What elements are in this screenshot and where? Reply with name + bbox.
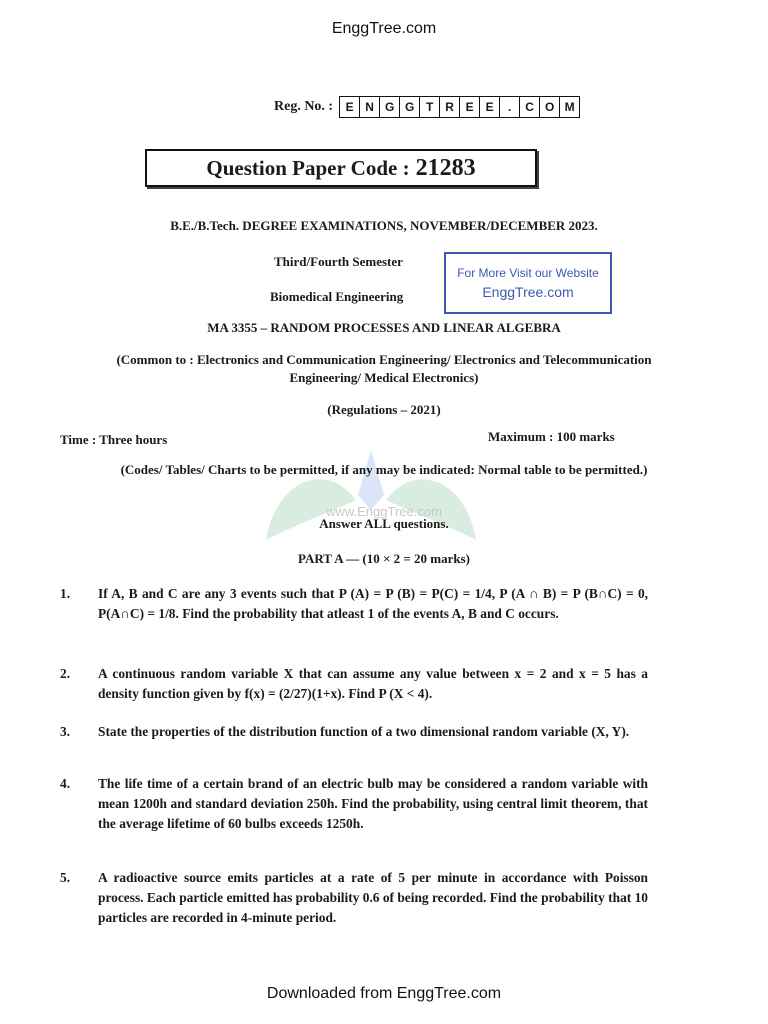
- reg-box: G: [380, 97, 400, 117]
- footer-download-note: Downloaded from EnggTree.com: [266, 985, 502, 1002]
- question-item: [60, 868, 648, 928]
- reg-label: Reg. No. :: [274, 99, 334, 114]
- question-item: [60, 664, 648, 704]
- codes-note: (Codes/ Tables/ Charts to be permitted, if any may be indicated: Normal table to be permitted.): [120, 462, 648, 477]
- reg-box: .: [500, 97, 520, 117]
- question-item: [60, 774, 648, 834]
- website-promo-box[interactable]: [444, 252, 612, 314]
- reg-box: E: [460, 97, 480, 117]
- common-to: (Common to : Electronics and Communication Engineering/ Electronics and Telecommunication Engineering/ Medical Electronics): [116, 352, 652, 385]
- reg-box: T: [420, 97, 440, 117]
- question-number: 5.: [60, 870, 71, 885]
- question-paper-code-box: [145, 149, 537, 187]
- watermark-url: www.EnggTree.com: [326, 504, 442, 519]
- question-number: 1.: [60, 586, 71, 601]
- paper-code-label: Question Paper Code :: [206, 155, 410, 180]
- question-number: 4.: [60, 776, 71, 791]
- reg-box: N: [360, 97, 380, 117]
- promo-line-2: EnggTree.com: [482, 284, 574, 300]
- course-title: MA 3355 – RANDOM PROCESSES AND LINEAR ALGEBRA: [207, 320, 561, 335]
- reg-box: E: [480, 97, 500, 117]
- maximum-marks: Maximum : 100 marks: [488, 429, 615, 444]
- degree-line: B.E./B.Tech. DEGREE EXAMINATIONS, NOVEMBER/DECEMBER 2023.: [170, 218, 598, 233]
- promo-line-1: For More Visit our Website: [457, 266, 599, 280]
- semester: Third/Fourth Semester: [274, 254, 403, 269]
- reg-box: R: [440, 97, 460, 117]
- question-number: 3.: [60, 724, 71, 739]
- reg-box: G: [400, 97, 420, 117]
- reg-box: M: [564, 100, 575, 114]
- question-item: [60, 584, 648, 624]
- answer-all: Answer ALL questions.: [319, 516, 449, 531]
- department: Biomedical Engineering: [270, 289, 404, 304]
- paper-code-value: 21283: [415, 154, 476, 181]
- regulations: (Regulations – 2021): [327, 402, 441, 417]
- reg-box: C: [520, 97, 540, 117]
- question-item: [60, 722, 648, 742]
- question-text: If A, B and C are any 3 events such that P (A) = P (B) = P(C) = 1/4, P (A ∩ B) = P (B∩C) = 0, P(A∩C) = 1/8. Find the probability that atleast 1 of the events A, B and C occurs.: [98, 586, 648, 621]
- question-text: A continuous random variable X that can assume any value between x = 2 and x = 5 has a density function given by f(x) = (2/27)(1+x). Find P (X < 4).: [98, 666, 648, 701]
- part-a-heading: PART A — (10 × 2 = 20 marks): [297, 551, 471, 566]
- question-text: The life time of a certain brand of an electric bulb may be considered a random variable with mean 1200h and standard deviation 250h. Find the probability, using central limit theorem, that the average lifetime of 60 bulbs exceeds 1250h.: [98, 776, 648, 831]
- header-site-name: EnggTree.com: [331, 20, 437, 37]
- reg-box: E: [340, 97, 360, 117]
- question-text: State the properties of the distribution function of a two dimensional random variable (X, Y).: [98, 724, 630, 739]
- registration-number: [274, 96, 580, 118]
- question-number: 2.: [60, 666, 71, 681]
- question-text: A radioactive source emits particles at a rate of 5 per minute in accordance with Poisson process. Each particle emitted has probability 0.6 of being recorded. Find the probability that 10 particles are recorded in 4-minute period.: [98, 870, 648, 925]
- reg-boxes: [339, 96, 580, 118]
- time-allowed: Time : Three hours: [60, 432, 168, 447]
- watermark-logo-icon: [246, 440, 496, 550]
- reg-box: O: [540, 97, 560, 117]
